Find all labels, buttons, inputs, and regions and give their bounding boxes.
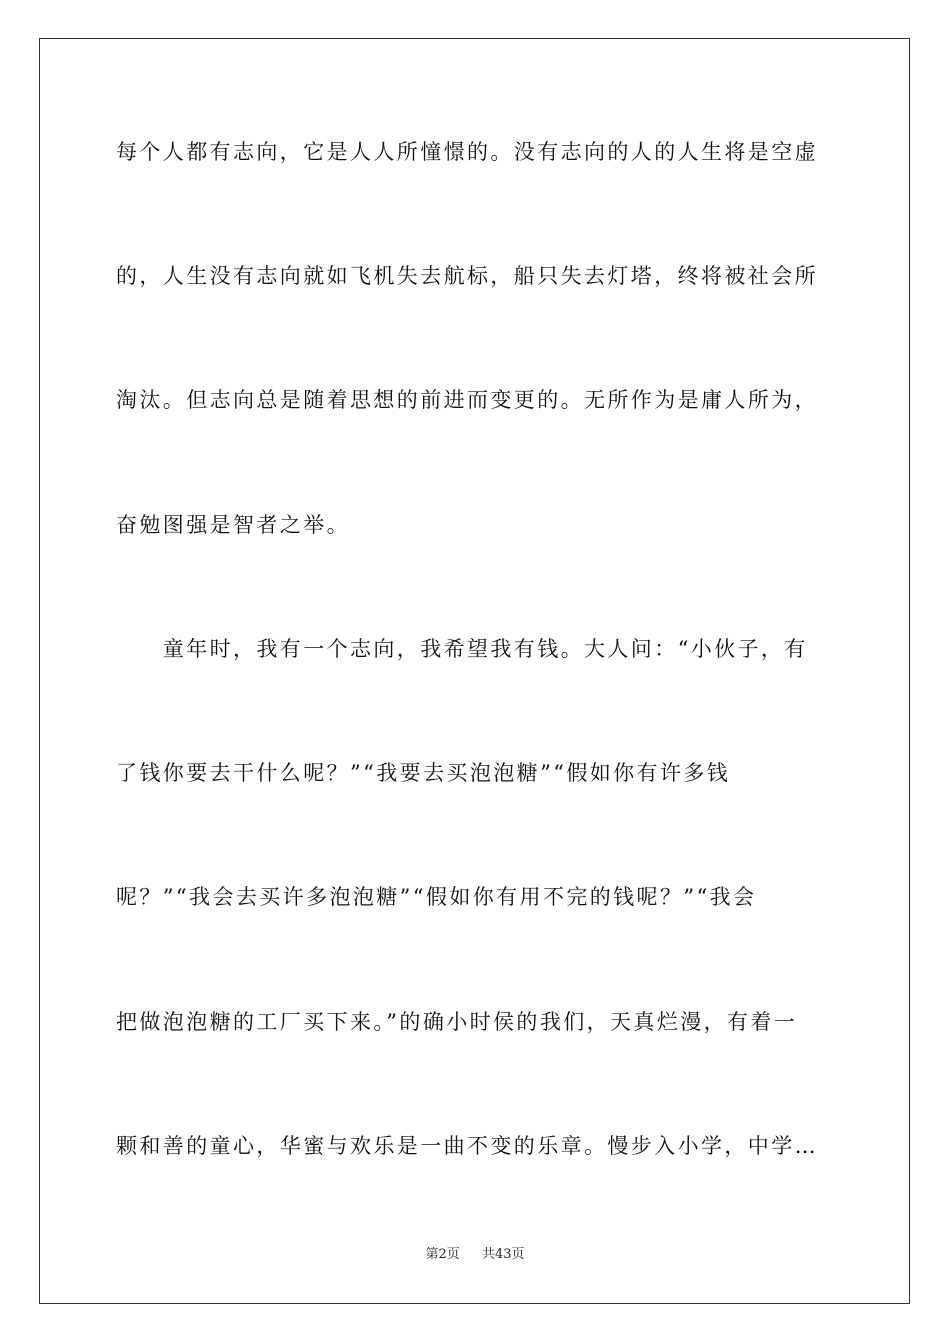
text-line: 呢？”“我会去买许多泡泡糖”“假如你有用不完的钱呢？”“我会: [116, 885, 757, 909]
page-border: [39, 38, 910, 1304]
text-line: 奋勉图强是智者之举。: [116, 513, 350, 537]
text-line: 颗和善的童心，华蜜与欢乐是一曲不变的乐章。慢步入小学，中学…: [116, 1134, 818, 1158]
text-line: 了钱你要去干什么呢？”“我要去买泡泡糖”“假如你有许多钱: [116, 761, 731, 785]
text-line: 的，人生没有志向就如飞机失去航标，船只失去灯塔，终将被社会所: [116, 264, 818, 288]
text-line: 每个人都有志向，它是人人所憧憬的。没有志向的人的人生将是空虚: [116, 140, 818, 164]
text-line: 童年时，我有一个志向，我希望我有钱。大人问：“小伙子，有: [116, 637, 808, 661]
page-number: 第2页: [425, 1247, 460, 1262]
text-line: 淘汰。但志向总是随着思想的前进而变更的。无所作为是庸人所为，: [116, 388, 818, 412]
page-total: 共43页: [482, 1247, 525, 1262]
text-line: 把做泡泡糖的工厂买下来。”的确小时侯的我们，天真烂漫，有着一: [116, 1010, 798, 1034]
page-footer: [0, 1246, 950, 1264]
